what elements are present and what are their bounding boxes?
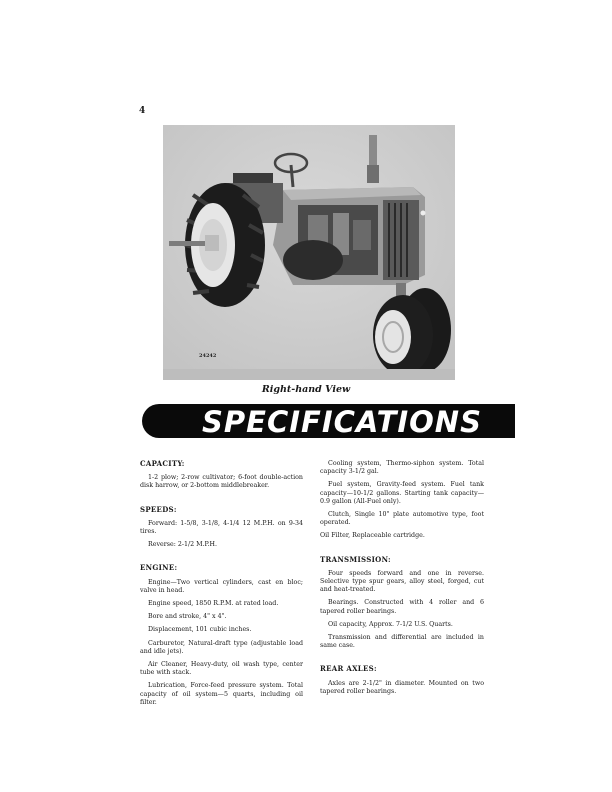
banner-title: SPECIFICATIONS — [202, 405, 482, 439]
engine-displacement: Displacement, 101 cubic inches. — [148, 626, 252, 634]
specifications-banner — [142, 404, 515, 438]
photo-id: 24242 — [199, 353, 217, 359]
engine-carburetor: Carburetor, Natural-draft type (adjustable load and idle jets). — [140, 639, 303, 655]
transmission-gears: Four speeds forward and one in reverse. Selective type spur gears, alloy steel, forged, cut and heat-treated. — [320, 569, 484, 594]
rear-axles-text: Axles are 2-1/2" in diameter. Mounted on two tapered roller bearings. — [320, 679, 484, 695]
tractor-illustration-icon — [163, 125, 455, 380]
engine-cooling: Cooling system, Thermo-siphon system. Total capacity 3-1/2 gal. — [320, 460, 484, 476]
section-heading-capacity: CAPACITY: — [140, 459, 185, 468]
engine-lubrication: Lubrication, Force-feed pressure system. Total capacity of oil system—5 quarts, including oil filter. — [140, 682, 303, 706]
engine-air-cleaner: Air Cleaner, Heavy-duty, oil wash type, center tube with stack. — [140, 661, 303, 677]
engine-type: Engine—Two vertical cylinders, cast en bloc; valve in head. — [140, 578, 303, 594]
right-column — [320, 460, 484, 701]
engine-clutch: Clutch, Single 10" plate automotive type, foot operated. — [320, 511, 484, 527]
engine-oil-filter: Oil Filter, Replaceable cartridge. — [320, 532, 425, 540]
capacity-text: 1-2 plow; 2-row cultivator; 6-foot double-action disk harrow, or 2-bottom middlebreaker. — [140, 474, 303, 490]
section-heading-engine: ENGINE: — [140, 563, 178, 573]
section-heading-speeds: SPEEDS: — [140, 504, 177, 514]
transmission-differential: Transmission and differential are included in same case. — [320, 634, 484, 650]
engine-speed: Engine speed, 1850 R.P.M. at rated load. — [148, 600, 279, 608]
speeds-reverse: Reverse: 2-1/2 M.P.H. — [148, 541, 218, 549]
tractor-photo — [163, 125, 455, 380]
section-heading-rear-axles: REAR AXLES: — [320, 664, 377, 674]
left-column — [140, 460, 303, 712]
figure-caption: Right-hand View — [261, 384, 351, 395]
speeds-forward: Forward: 1-5/8, 3-1/8, 4-1/4 12 M.P.H. on 9-34 tires. — [140, 519, 303, 536]
engine-fuel: Fuel system, Gravity-feed system. Fuel tank capacity—10-1/2 gallons. Starting tank capacity—0.9 gallon (All-Fuel only). — [320, 481, 484, 505]
section-heading-transmission: TRANSMISSION: — [320, 554, 391, 564]
engine-bore-stroke: Bore and stroke, 4" x 4". — [148, 613, 227, 621]
page-number: 4 — [139, 106, 146, 116]
transmission-oil-capacity: Oil capacity, Approx. 7-1/2 U.S. Quarts. — [328, 620, 453, 628]
transmission-bearings: Bearings. Constructed with 4 roller and 6 tapered roller bearings. — [320, 599, 484, 615]
